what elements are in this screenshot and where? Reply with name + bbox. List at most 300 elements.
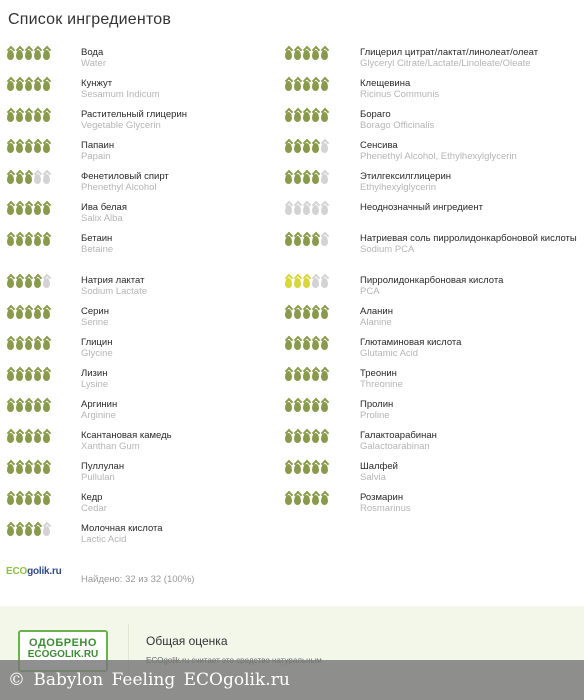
drop-icon bbox=[312, 402, 319, 412]
drop-icon bbox=[16, 174, 23, 184]
ingredient-item[interactable] bbox=[285, 168, 584, 199]
rating-drops-icon bbox=[285, 234, 360, 250]
ingredient-row bbox=[0, 365, 584, 396]
drop-icon bbox=[303, 495, 310, 505]
drop-icon bbox=[25, 174, 32, 184]
drop-icon bbox=[321, 340, 328, 350]
ingredient-item[interactable] bbox=[0, 75, 285, 106]
ingredient-item[interactable] bbox=[285, 137, 584, 168]
ingredient-row bbox=[0, 334, 584, 365]
rating-drops-icon bbox=[285, 431, 360, 447]
rating-drops-icon bbox=[285, 276, 360, 292]
drop-icon bbox=[321, 433, 328, 443]
drop-icon bbox=[285, 371, 292, 381]
ingredient-row bbox=[0, 272, 584, 303]
drop-icon bbox=[285, 143, 292, 153]
drop-icon bbox=[7, 526, 14, 536]
drop-icon bbox=[303, 112, 310, 122]
ingredient-name: Глицерил цитрат/лактат/линолеат/олеат bbox=[360, 47, 539, 58]
rating-drops-icon bbox=[285, 400, 360, 416]
ingredient-name: Серин bbox=[81, 306, 109, 317]
drop-icon bbox=[303, 81, 310, 91]
rating-drops-icon bbox=[6, 276, 81, 292]
ingredient-item[interactable] bbox=[285, 396, 584, 427]
drop-icon bbox=[7, 174, 14, 184]
ingredient-item[interactable] bbox=[0, 365, 285, 396]
ingredient-latin-name: Salvia bbox=[360, 472, 386, 483]
rating-drops-icon bbox=[6, 307, 81, 323]
ingredient-names bbox=[360, 106, 434, 131]
drop-icon bbox=[7, 309, 14, 319]
drop-icon bbox=[321, 112, 328, 122]
drop-icon bbox=[321, 371, 328, 381]
drop-icon bbox=[34, 236, 41, 246]
rating-drops-icon bbox=[285, 338, 360, 354]
ingredient-names bbox=[81, 137, 114, 162]
drop-icon bbox=[321, 174, 328, 184]
ingredient-latin-name: Glycine bbox=[81, 348, 113, 359]
ingredient-names bbox=[81, 106, 187, 131]
drop-icon bbox=[312, 205, 319, 215]
drop-icon bbox=[7, 205, 14, 215]
rating-drops-icon bbox=[6, 110, 81, 126]
drop-icon bbox=[25, 340, 32, 350]
drop-icon bbox=[25, 402, 32, 412]
drop-icon bbox=[43, 112, 50, 122]
ingredient-names bbox=[81, 520, 163, 545]
drop-icon bbox=[16, 236, 23, 246]
drop-icon bbox=[43, 309, 50, 319]
drop-icon bbox=[294, 340, 301, 350]
drop-icon bbox=[312, 309, 319, 319]
ingredient-name: Кедр bbox=[81, 492, 103, 503]
ingredient-name: Ксантановая камедь bbox=[81, 430, 172, 441]
ingredient-latin-name: Alanine bbox=[360, 317, 392, 328]
ingredient-item[interactable] bbox=[285, 427, 584, 458]
ingredient-latin-name: Ricinus Communis bbox=[360, 89, 440, 100]
drop-icon bbox=[25, 236, 32, 246]
drop-icon bbox=[303, 236, 310, 246]
drop-icon bbox=[312, 81, 319, 91]
drop-icon bbox=[34, 205, 41, 215]
rating-drops-icon bbox=[6, 338, 81, 354]
ingredient-item[interactable] bbox=[285, 334, 584, 365]
ingredient-name: Аланин bbox=[360, 306, 393, 317]
drop-icon bbox=[16, 278, 23, 288]
rating-drops-icon bbox=[285, 172, 360, 188]
ingredient-item[interactable] bbox=[0, 199, 285, 230]
drop-icon bbox=[294, 402, 301, 412]
ingredient-item[interactable] bbox=[0, 458, 285, 489]
ingredient-item[interactable] bbox=[0, 303, 285, 334]
ingredient-names bbox=[81, 489, 107, 514]
drop-icon bbox=[43, 402, 50, 412]
ingredient-item[interactable] bbox=[285, 199, 584, 230]
rating-drops-icon bbox=[6, 203, 81, 219]
drop-icon bbox=[16, 50, 23, 60]
drop-icon bbox=[43, 174, 50, 184]
drop-icon bbox=[43, 340, 50, 350]
drop-icon bbox=[43, 464, 50, 474]
drop-icon bbox=[43, 526, 50, 536]
drop-icon bbox=[34, 464, 41, 474]
ingredient-item[interactable] bbox=[285, 272, 584, 303]
ingredient-names bbox=[360, 75, 439, 100]
ingredient-latin-name: Lysine bbox=[81, 379, 109, 390]
drop-icon bbox=[25, 143, 32, 153]
drop-icon bbox=[25, 371, 32, 381]
ingredient-name: Лизин bbox=[81, 368, 108, 379]
ingredient-latin-name: Water bbox=[81, 58, 106, 69]
ingredient-item[interactable] bbox=[285, 230, 584, 272]
drop-icon bbox=[34, 50, 41, 60]
drop-icon bbox=[34, 112, 41, 122]
rating-drops-icon bbox=[285, 110, 360, 126]
ingredient-row bbox=[0, 44, 584, 75]
drop-icon bbox=[285, 340, 292, 350]
ingredient-row bbox=[0, 427, 584, 458]
ingredient-latin-name: Sodium Lactate bbox=[81, 286, 148, 297]
drop-icon bbox=[303, 205, 310, 215]
ingredient-list bbox=[0, 44, 584, 551]
ingredient-names bbox=[360, 458, 398, 483]
drop-icon bbox=[294, 143, 301, 153]
drop-icon bbox=[285, 205, 292, 215]
drop-icon bbox=[25, 112, 32, 122]
rating-drops-icon bbox=[6, 400, 81, 416]
ingredient-latin-name: Galactoarabinan bbox=[360, 441, 430, 452]
ingredient-item[interactable] bbox=[0, 396, 285, 427]
drop-icon bbox=[16, 402, 23, 412]
drop-icon bbox=[25, 278, 32, 288]
ingredient-latin-name: Salix Alba bbox=[81, 213, 123, 224]
drop-icon bbox=[294, 112, 301, 122]
drop-icon bbox=[25, 495, 32, 505]
ingredient-row bbox=[0, 489, 584, 520]
drop-icon bbox=[16, 112, 23, 122]
drop-icon bbox=[43, 371, 50, 381]
rating-drops-icon bbox=[6, 79, 81, 95]
drop-icon bbox=[303, 50, 310, 60]
drop-icon bbox=[16, 205, 23, 215]
ingredient-row bbox=[0, 230, 584, 272]
drop-icon bbox=[303, 340, 310, 350]
ingredient-latin-name: PCA bbox=[360, 286, 380, 297]
ingredient-latin-name: Pullulan bbox=[81, 472, 115, 483]
drop-icon bbox=[321, 309, 328, 319]
drop-icon bbox=[25, 464, 32, 474]
drop-icon bbox=[34, 526, 41, 536]
rating-drops-icon bbox=[285, 369, 360, 385]
drop-icon bbox=[16, 495, 23, 505]
ingredient-name: Глютаминовая кислота bbox=[360, 337, 462, 348]
drop-icon bbox=[7, 464, 14, 474]
drop-icon bbox=[7, 112, 14, 122]
ingredient-item[interactable] bbox=[0, 334, 285, 365]
ingredient-names bbox=[360, 168, 451, 193]
rating-drops-icon bbox=[285, 493, 360, 509]
ingredient-latin-name: Vegetable Glycerin bbox=[81, 120, 161, 131]
drop-icon bbox=[43, 433, 50, 443]
drop-icon bbox=[285, 433, 292, 443]
drop-icon bbox=[43, 50, 50, 60]
ingredient-latin-name: Serine bbox=[81, 317, 109, 328]
drop-icon bbox=[303, 433, 310, 443]
ingredient-name: Растительный глицерин bbox=[81, 109, 187, 120]
ingredient-names bbox=[81, 334, 113, 359]
drop-icon bbox=[303, 309, 310, 319]
drop-icon bbox=[34, 309, 41, 319]
drop-icon bbox=[7, 278, 14, 288]
drop-icon bbox=[312, 236, 319, 246]
drop-icon bbox=[7, 236, 14, 246]
ingredient-item[interactable] bbox=[0, 168, 285, 199]
ingredient-name: Папаин bbox=[81, 140, 115, 151]
ingredient-item[interactable] bbox=[0, 230, 285, 272]
rating-drops-icon bbox=[285, 48, 360, 64]
ingredient-latin-name: Papain bbox=[81, 151, 111, 162]
drop-icon bbox=[16, 143, 23, 153]
ingredient-names bbox=[360, 272, 503, 297]
ingredient-name: Пирролидонкарбоновая кислота bbox=[360, 275, 504, 286]
rating-drops-icon bbox=[6, 141, 81, 157]
ingredient-names bbox=[360, 489, 411, 514]
ingredient-latin-name: Phenethyl Alcohol bbox=[81, 182, 157, 193]
ingredient-names bbox=[360, 365, 403, 390]
ingredient-item[interactable] bbox=[0, 106, 285, 137]
ingredient-item[interactable] bbox=[0, 427, 285, 458]
rating-drops-icon bbox=[6, 462, 81, 478]
ingredient-row bbox=[0, 106, 584, 137]
drop-icon bbox=[34, 340, 41, 350]
drop-icon bbox=[294, 371, 301, 381]
drop-icon bbox=[7, 495, 14, 505]
ingredient-names bbox=[81, 458, 124, 483]
drop-icon bbox=[285, 81, 292, 91]
drop-icon bbox=[294, 50, 301, 60]
ingredient-latin-name: Sesamum Indicum bbox=[81, 89, 160, 100]
drop-icon bbox=[34, 81, 41, 91]
rating-drops-icon bbox=[6, 48, 81, 64]
drop-icon bbox=[294, 236, 301, 246]
rating-drops-icon bbox=[6, 369, 81, 385]
ingredient-latin-name: Glyceryl Citrate/Lactate/Linoleate/Oleate bbox=[360, 58, 531, 69]
drop-icon bbox=[321, 402, 328, 412]
ingredient-latin-name: Phenethyl Alcohol, Ethylhexylglycerin bbox=[360, 151, 517, 162]
drop-icon bbox=[285, 402, 292, 412]
ingredient-names bbox=[81, 44, 106, 69]
drop-icon bbox=[285, 464, 292, 474]
drop-icon bbox=[16, 526, 23, 536]
drop-icon bbox=[294, 464, 301, 474]
badge-line-2: ECOGOLIK.RU bbox=[27, 649, 99, 660]
drop-icon bbox=[294, 278, 301, 288]
drop-icon bbox=[25, 526, 32, 536]
drop-icon bbox=[34, 174, 41, 184]
ingredient-row bbox=[0, 396, 584, 427]
ingredient-name: Бетаин bbox=[81, 233, 113, 244]
drop-icon bbox=[303, 174, 310, 184]
drop-icon bbox=[7, 402, 14, 412]
drop-icon bbox=[321, 464, 328, 474]
drop-icon bbox=[7, 81, 14, 91]
watermark-footer bbox=[0, 660, 584, 700]
ingredient-item[interactable] bbox=[0, 520, 285, 551]
drop-icon bbox=[294, 174, 301, 184]
ingredient-latin-name: Cedar bbox=[81, 503, 107, 514]
ingredient-row bbox=[0, 199, 584, 230]
ingredient-item[interactable] bbox=[0, 44, 285, 75]
ingredient-latin-name: Arginine bbox=[81, 410, 116, 421]
ingredient-names bbox=[360, 427, 437, 452]
ingredient-item[interactable] bbox=[0, 137, 285, 168]
drop-icon bbox=[312, 495, 319, 505]
ingredient-names bbox=[360, 230, 577, 255]
drop-icon bbox=[285, 309, 292, 319]
ingredient-row bbox=[0, 75, 584, 106]
drop-icon bbox=[294, 495, 301, 505]
ingredient-item[interactable] bbox=[285, 44, 584, 75]
found-summary bbox=[6, 566, 195, 585]
drop-icon bbox=[7, 50, 14, 60]
drop-icon bbox=[34, 371, 41, 381]
drop-icon bbox=[303, 371, 310, 381]
ingredient-item[interactable] bbox=[0, 272, 285, 303]
footer-text: © Babylon Feeling ECOgolik.ru bbox=[8, 670, 290, 690]
drop-icon bbox=[294, 309, 301, 319]
drop-icon bbox=[312, 143, 319, 153]
ingredient-row bbox=[0, 458, 584, 489]
drop-icon bbox=[321, 278, 328, 288]
drop-icon bbox=[294, 433, 301, 443]
ingredient-item[interactable] bbox=[285, 458, 584, 489]
ingredient-name: Вода bbox=[81, 47, 104, 58]
ingredient-latin-name: Lactic Acid bbox=[81, 534, 127, 545]
ingredient-item[interactable] bbox=[0, 489, 285, 520]
rating-drops-icon bbox=[6, 524, 81, 540]
drop-icon bbox=[294, 205, 301, 215]
badge-line-1: ОДОБРЕНО bbox=[29, 637, 97, 649]
rating-drops-icon bbox=[285, 307, 360, 323]
drop-icon bbox=[7, 433, 14, 443]
drop-icon bbox=[312, 278, 319, 288]
drop-icon bbox=[321, 81, 328, 91]
ingredient-name: Глицин bbox=[81, 337, 113, 348]
rating-drops-icon bbox=[6, 234, 81, 250]
drop-icon bbox=[321, 495, 328, 505]
drop-icon bbox=[7, 143, 14, 153]
ingredient-name: Кунжут bbox=[81, 78, 113, 89]
drop-icon bbox=[34, 433, 41, 443]
ingredient-item[interactable] bbox=[285, 303, 584, 334]
drop-icon bbox=[16, 309, 23, 319]
drop-icon bbox=[16, 340, 23, 350]
ingredient-names bbox=[81, 303, 109, 328]
drop-icon bbox=[43, 205, 50, 215]
ingredient-names bbox=[360, 334, 461, 359]
ingredient-item[interactable] bbox=[285, 489, 584, 520]
ingredient-name: Треонин bbox=[360, 368, 397, 379]
drop-icon bbox=[16, 464, 23, 474]
drop-icon bbox=[16, 371, 23, 381]
drop-icon bbox=[25, 205, 32, 215]
ingredient-latin-name: Proline bbox=[360, 410, 390, 421]
ingredient-names bbox=[360, 44, 538, 69]
rating-drops-icon bbox=[285, 141, 360, 157]
drop-icon bbox=[303, 464, 310, 474]
rating-drops-icon bbox=[285, 462, 360, 478]
drop-icon bbox=[7, 340, 14, 350]
ingredient-name: Фенетиловый спирт bbox=[81, 171, 169, 182]
drop-icon bbox=[34, 278, 41, 288]
ingredient-row bbox=[0, 137, 584, 168]
drop-icon bbox=[312, 340, 319, 350]
drop-icon bbox=[16, 433, 23, 443]
ingredient-latin-name: Betaine bbox=[81, 244, 114, 255]
ingredient-names bbox=[81, 365, 108, 390]
drop-icon bbox=[321, 205, 328, 215]
drop-icon bbox=[294, 81, 301, 91]
drop-icon bbox=[34, 402, 41, 412]
ingredient-latin-name: Rosmarinus bbox=[360, 503, 411, 514]
ingredient-item[interactable] bbox=[285, 365, 584, 396]
ingredient-names bbox=[360, 199, 483, 213]
ingredient-latin-name: Ethylhexylglycerin bbox=[360, 182, 437, 193]
drop-icon bbox=[43, 143, 50, 153]
ingredient-latin-name: Threonine bbox=[360, 379, 403, 390]
drop-icon bbox=[285, 112, 292, 122]
ingredient-names bbox=[81, 75, 160, 100]
ingredient-names bbox=[81, 427, 172, 452]
drop-icon bbox=[303, 278, 310, 288]
ingredient-names bbox=[81, 396, 117, 421]
drop-icon bbox=[303, 402, 310, 412]
drop-icon bbox=[43, 236, 50, 246]
drop-icon bbox=[25, 50, 32, 60]
ingredient-row bbox=[0, 168, 584, 199]
drop-icon bbox=[34, 495, 41, 505]
ingredient-name: Натрия лактат bbox=[81, 275, 145, 286]
ingredient-latin-name: Glutamic Acid bbox=[360, 348, 419, 359]
rating-drops-icon bbox=[285, 203, 360, 219]
drop-icon bbox=[285, 495, 292, 505]
drop-icon bbox=[303, 143, 310, 153]
drop-icon bbox=[43, 495, 50, 505]
ecogolik-logo: ECOgolik.ru bbox=[6, 566, 62, 577]
drop-icon bbox=[25, 309, 32, 319]
ingredient-names bbox=[81, 230, 113, 255]
drop-icon bbox=[25, 81, 32, 91]
rating-drops-icon bbox=[6, 493, 81, 509]
rating-drops-icon bbox=[6, 172, 81, 188]
ingredient-item[interactable] bbox=[285, 106, 584, 137]
ingredient-item[interactable] bbox=[285, 75, 584, 106]
drop-icon bbox=[34, 143, 41, 153]
page-title: Список ингредиентов bbox=[8, 11, 172, 28]
drop-icon bbox=[285, 278, 292, 288]
drop-icon bbox=[25, 433, 32, 443]
drop-icon bbox=[312, 112, 319, 122]
ingredient-name: Ива белая bbox=[81, 202, 127, 213]
drop-icon bbox=[43, 81, 50, 91]
rating-drops-icon bbox=[285, 79, 360, 95]
drop-icon bbox=[321, 143, 328, 153]
drop-icon bbox=[312, 371, 319, 381]
drop-icon bbox=[312, 464, 319, 474]
drop-icon bbox=[312, 50, 319, 60]
ingredient-names bbox=[360, 303, 393, 328]
rating-title: Общая оценка bbox=[146, 634, 228, 648]
